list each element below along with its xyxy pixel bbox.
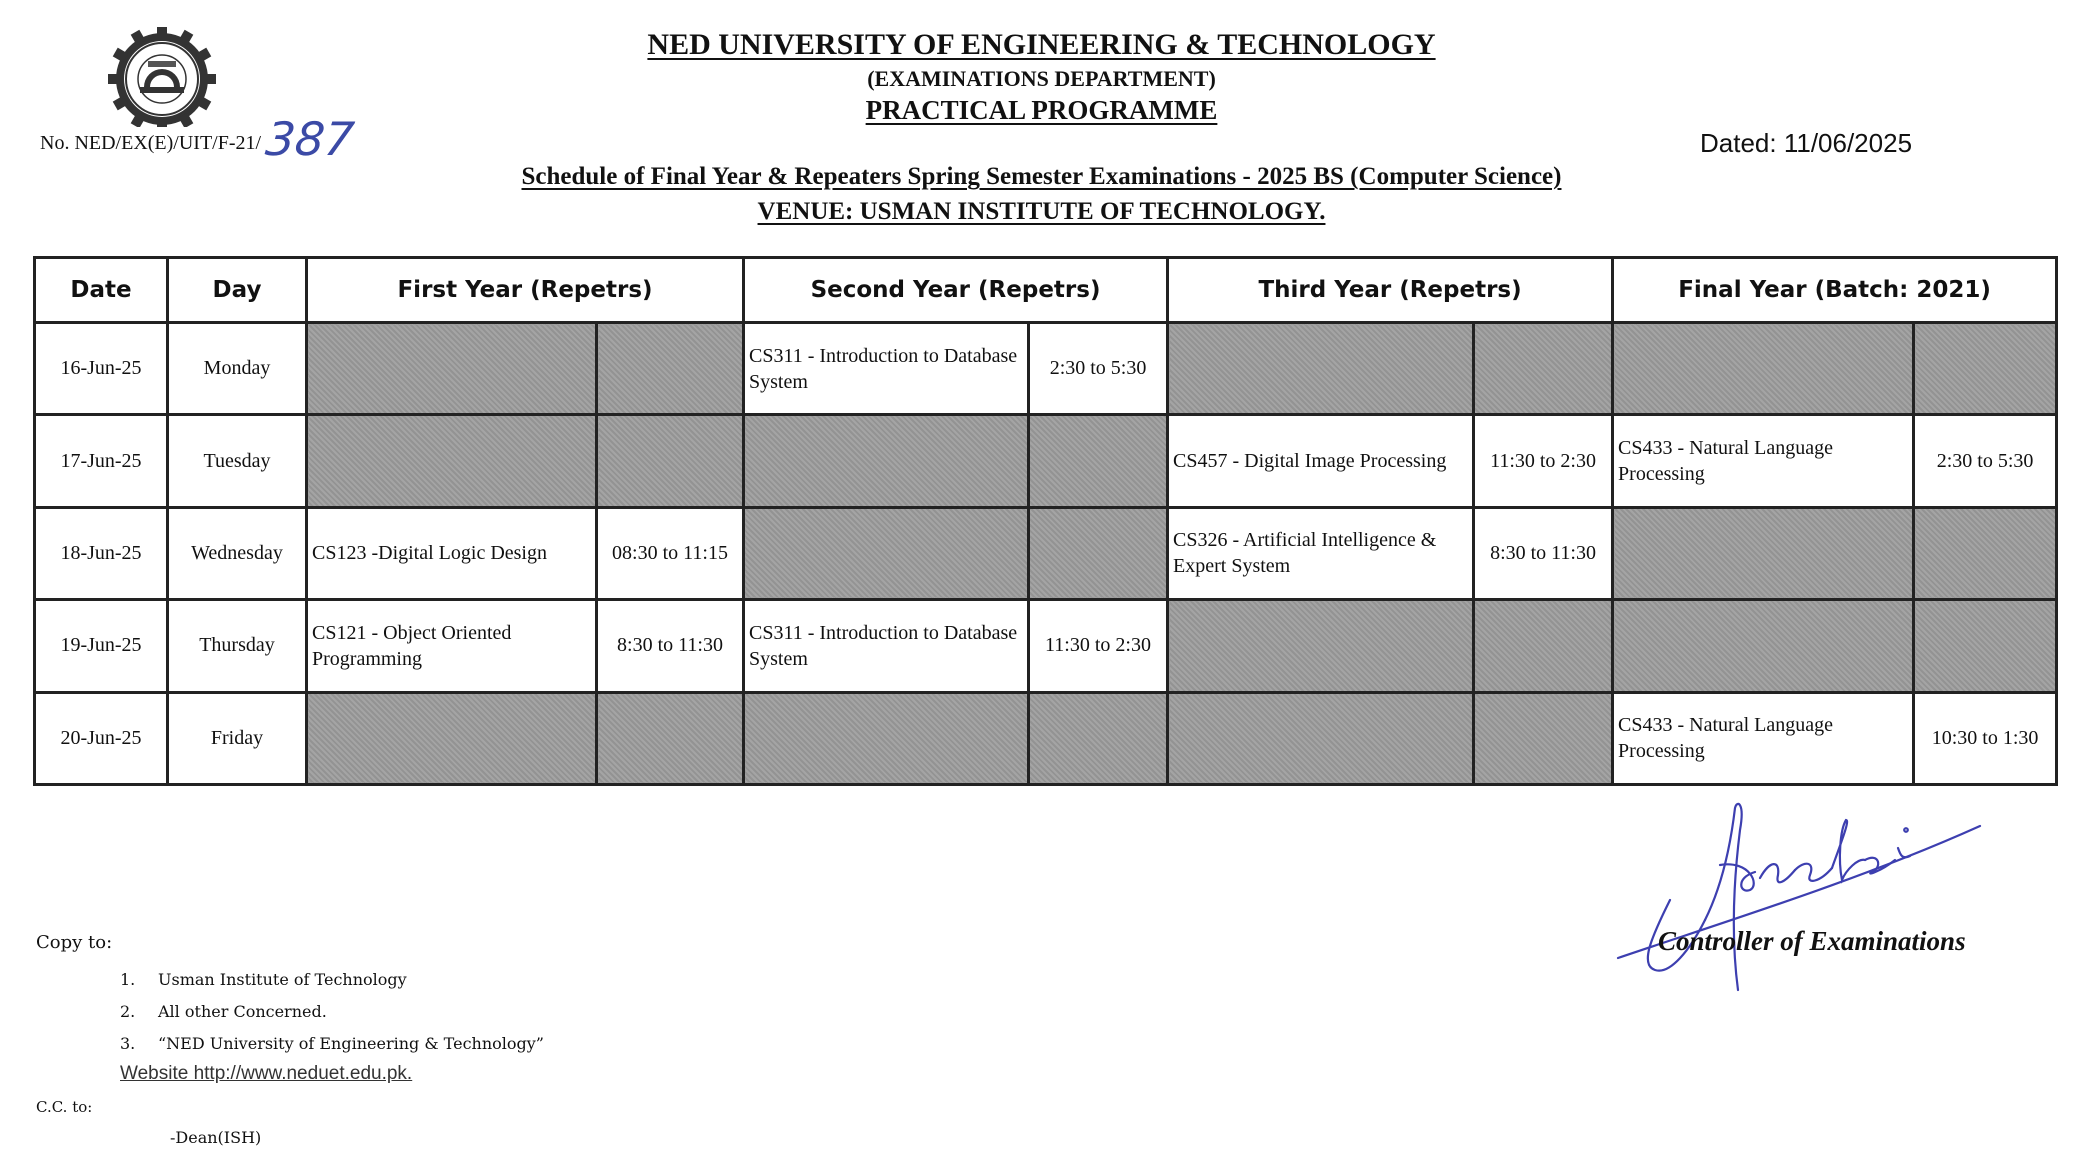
third-year-empty-subject-cell — [1168, 323, 1474, 415]
third-year-subject-cell: CS457 - Digital Image Processing — [1168, 415, 1474, 507]
table-header-row — [35, 258, 2057, 323]
final-year-empty-time-cell — [1914, 507, 2057, 599]
controller-signature — [1610, 790, 1990, 1000]
third-year-empty-subject-cell — [1168, 600, 1474, 692]
date-cell: 19-Jun-25 — [35, 600, 168, 692]
third-year-empty-subject-cell — [1168, 692, 1474, 784]
header-second-year: Second Year (Repetrs) — [744, 258, 1168, 323]
first-year-empty-time-cell — [597, 323, 744, 415]
header-day: Day — [168, 258, 307, 323]
date-cell: 16-Jun-25 — [35, 323, 168, 415]
second-year-empty-time-cell — [1029, 415, 1168, 507]
table-row — [35, 600, 2057, 692]
final-year-subject-cell: CS433 - Natural Language Processing — [1613, 692, 1914, 784]
cc-dean: -Dean(ISH) — [170, 1128, 262, 1147]
header-final-year: Final Year (Batch: 2021) — [1613, 258, 2057, 323]
website-link[interactable]: Website http://www.neduet.edu.pk. — [120, 1063, 413, 1084]
table-row — [35, 323, 2057, 415]
copy-list-number: 1. — [120, 970, 136, 989]
first-year-empty-subject-cell — [307, 323, 597, 415]
copy-list-text: All other Concerned. — [158, 1002, 327, 1021]
first-year-subject-cell: CS121 - Object Oriented Programming — [307, 600, 597, 692]
reference-prefix: No. NED/EX(E)/UIT/F-21/ — [40, 132, 262, 154]
final-year-time-cell: 10:30 to 1:30 — [1914, 692, 2057, 784]
issue-date: Dated: 11/06/2025 — [1700, 128, 1913, 158]
day-cell: Thursday — [168, 600, 307, 692]
third-year-subject-cell: CS326 - Artificial Intelligence & Expert System — [1168, 507, 1474, 599]
university-title: NED UNIVERSITY OF ENGINEERING & TECHNOLOGY — [647, 28, 1436, 61]
first-year-subject-cell: CS123 -Digital Logic Design — [307, 507, 597, 599]
copy-list-text: “NED University of Engineering & Technology” — [158, 1034, 544, 1053]
first-year-empty-time-cell — [597, 415, 744, 507]
second-year-time-cell: 2:30 to 5:30 — [1029, 323, 1168, 415]
reference-number-handwritten: 387 — [263, 112, 357, 166]
copy-list-item — [120, 1002, 327, 1021]
copy-list-number: 3. — [120, 1034, 136, 1053]
copy-list-item — [120, 970, 407, 989]
third-year-time-cell: 11:30 to 2:30 — [1474, 415, 1613, 507]
header-first-year: First Year (Repetrs) — [307, 258, 744, 323]
header-third-year: Third Year (Repetrs) — [1168, 258, 1613, 323]
programme-title: PRACTICAL PROGRAMME — [865, 95, 1218, 125]
table-row — [35, 507, 2057, 599]
day-cell: Friday — [168, 692, 307, 784]
final-year-empty-subject-cell — [1613, 600, 1914, 692]
day-cell: Monday — [168, 323, 307, 415]
date-cell: 20-Jun-25 — [35, 692, 168, 784]
copy-list-item — [120, 1034, 544, 1053]
exam-schedule-table — [33, 256, 2058, 786]
copy-to-label: Copy to: — [36, 932, 113, 953]
second-year-empty-time-cell — [1029, 692, 1168, 784]
second-year-empty-subject-cell — [744, 415, 1029, 507]
venue-line: VENUE: USMAN INSTITUTE OF TECHNOLOGY. — [757, 198, 1326, 225]
final-year-time-cell: 2:30 to 5:30 — [1914, 415, 2057, 507]
final-year-empty-subject-cell — [1613, 507, 1914, 599]
department-name: (EXAMINATIONS DEPARTMENT) — [867, 66, 1216, 91]
date-cell: 18-Jun-25 — [35, 507, 168, 599]
day-cell: Tuesday — [168, 415, 307, 507]
third-year-empty-time-cell — [1474, 323, 1613, 415]
header-date: Date — [35, 258, 168, 323]
controller-title: Controller of Examinations — [1658, 926, 1966, 956]
first-year-empty-subject-cell — [307, 692, 597, 784]
second-year-empty-time-cell — [1029, 507, 1168, 599]
first-year-time-cell: 8:30 to 11:30 — [597, 600, 744, 692]
cc-label: C.C. to: — [36, 1098, 93, 1116]
final-year-empty-subject-cell — [1613, 323, 1914, 415]
copy-list-number: 2. — [120, 1002, 136, 1021]
schedule-title: Schedule of Final Year & Repeaters Spring Semester Examinations - 2025 BS (Computer Science) — [521, 163, 1562, 190]
second-year-subject-cell: CS311 - Introduction to Database System — [744, 323, 1029, 415]
copy-list-text: Usman Institute of Technology — [158, 970, 407, 989]
second-year-subject-cell: CS311 - Introduction to Database System — [744, 600, 1029, 692]
third-year-time-cell: 8:30 to 11:30 — [1474, 507, 1613, 599]
second-year-empty-subject-cell — [744, 507, 1029, 599]
first-year-empty-time-cell — [597, 692, 744, 784]
third-year-empty-time-cell — [1474, 692, 1613, 784]
table-row — [35, 415, 2057, 507]
first-year-empty-subject-cell — [307, 415, 597, 507]
day-cell: Wednesday — [168, 507, 307, 599]
third-year-empty-time-cell — [1474, 600, 1613, 692]
final-year-empty-time-cell — [1914, 600, 2057, 692]
second-year-time-cell: 11:30 to 2:30 — [1029, 600, 1168, 692]
first-year-time-cell: 08:30 to 11:15 — [597, 507, 744, 599]
final-year-subject-cell: CS433 - Natural Language Processing — [1613, 415, 1914, 507]
date-cell: 17-Jun-25 — [35, 415, 168, 507]
final-year-empty-time-cell — [1914, 323, 2057, 415]
table-row — [35, 692, 2057, 784]
second-year-empty-subject-cell — [744, 692, 1029, 784]
